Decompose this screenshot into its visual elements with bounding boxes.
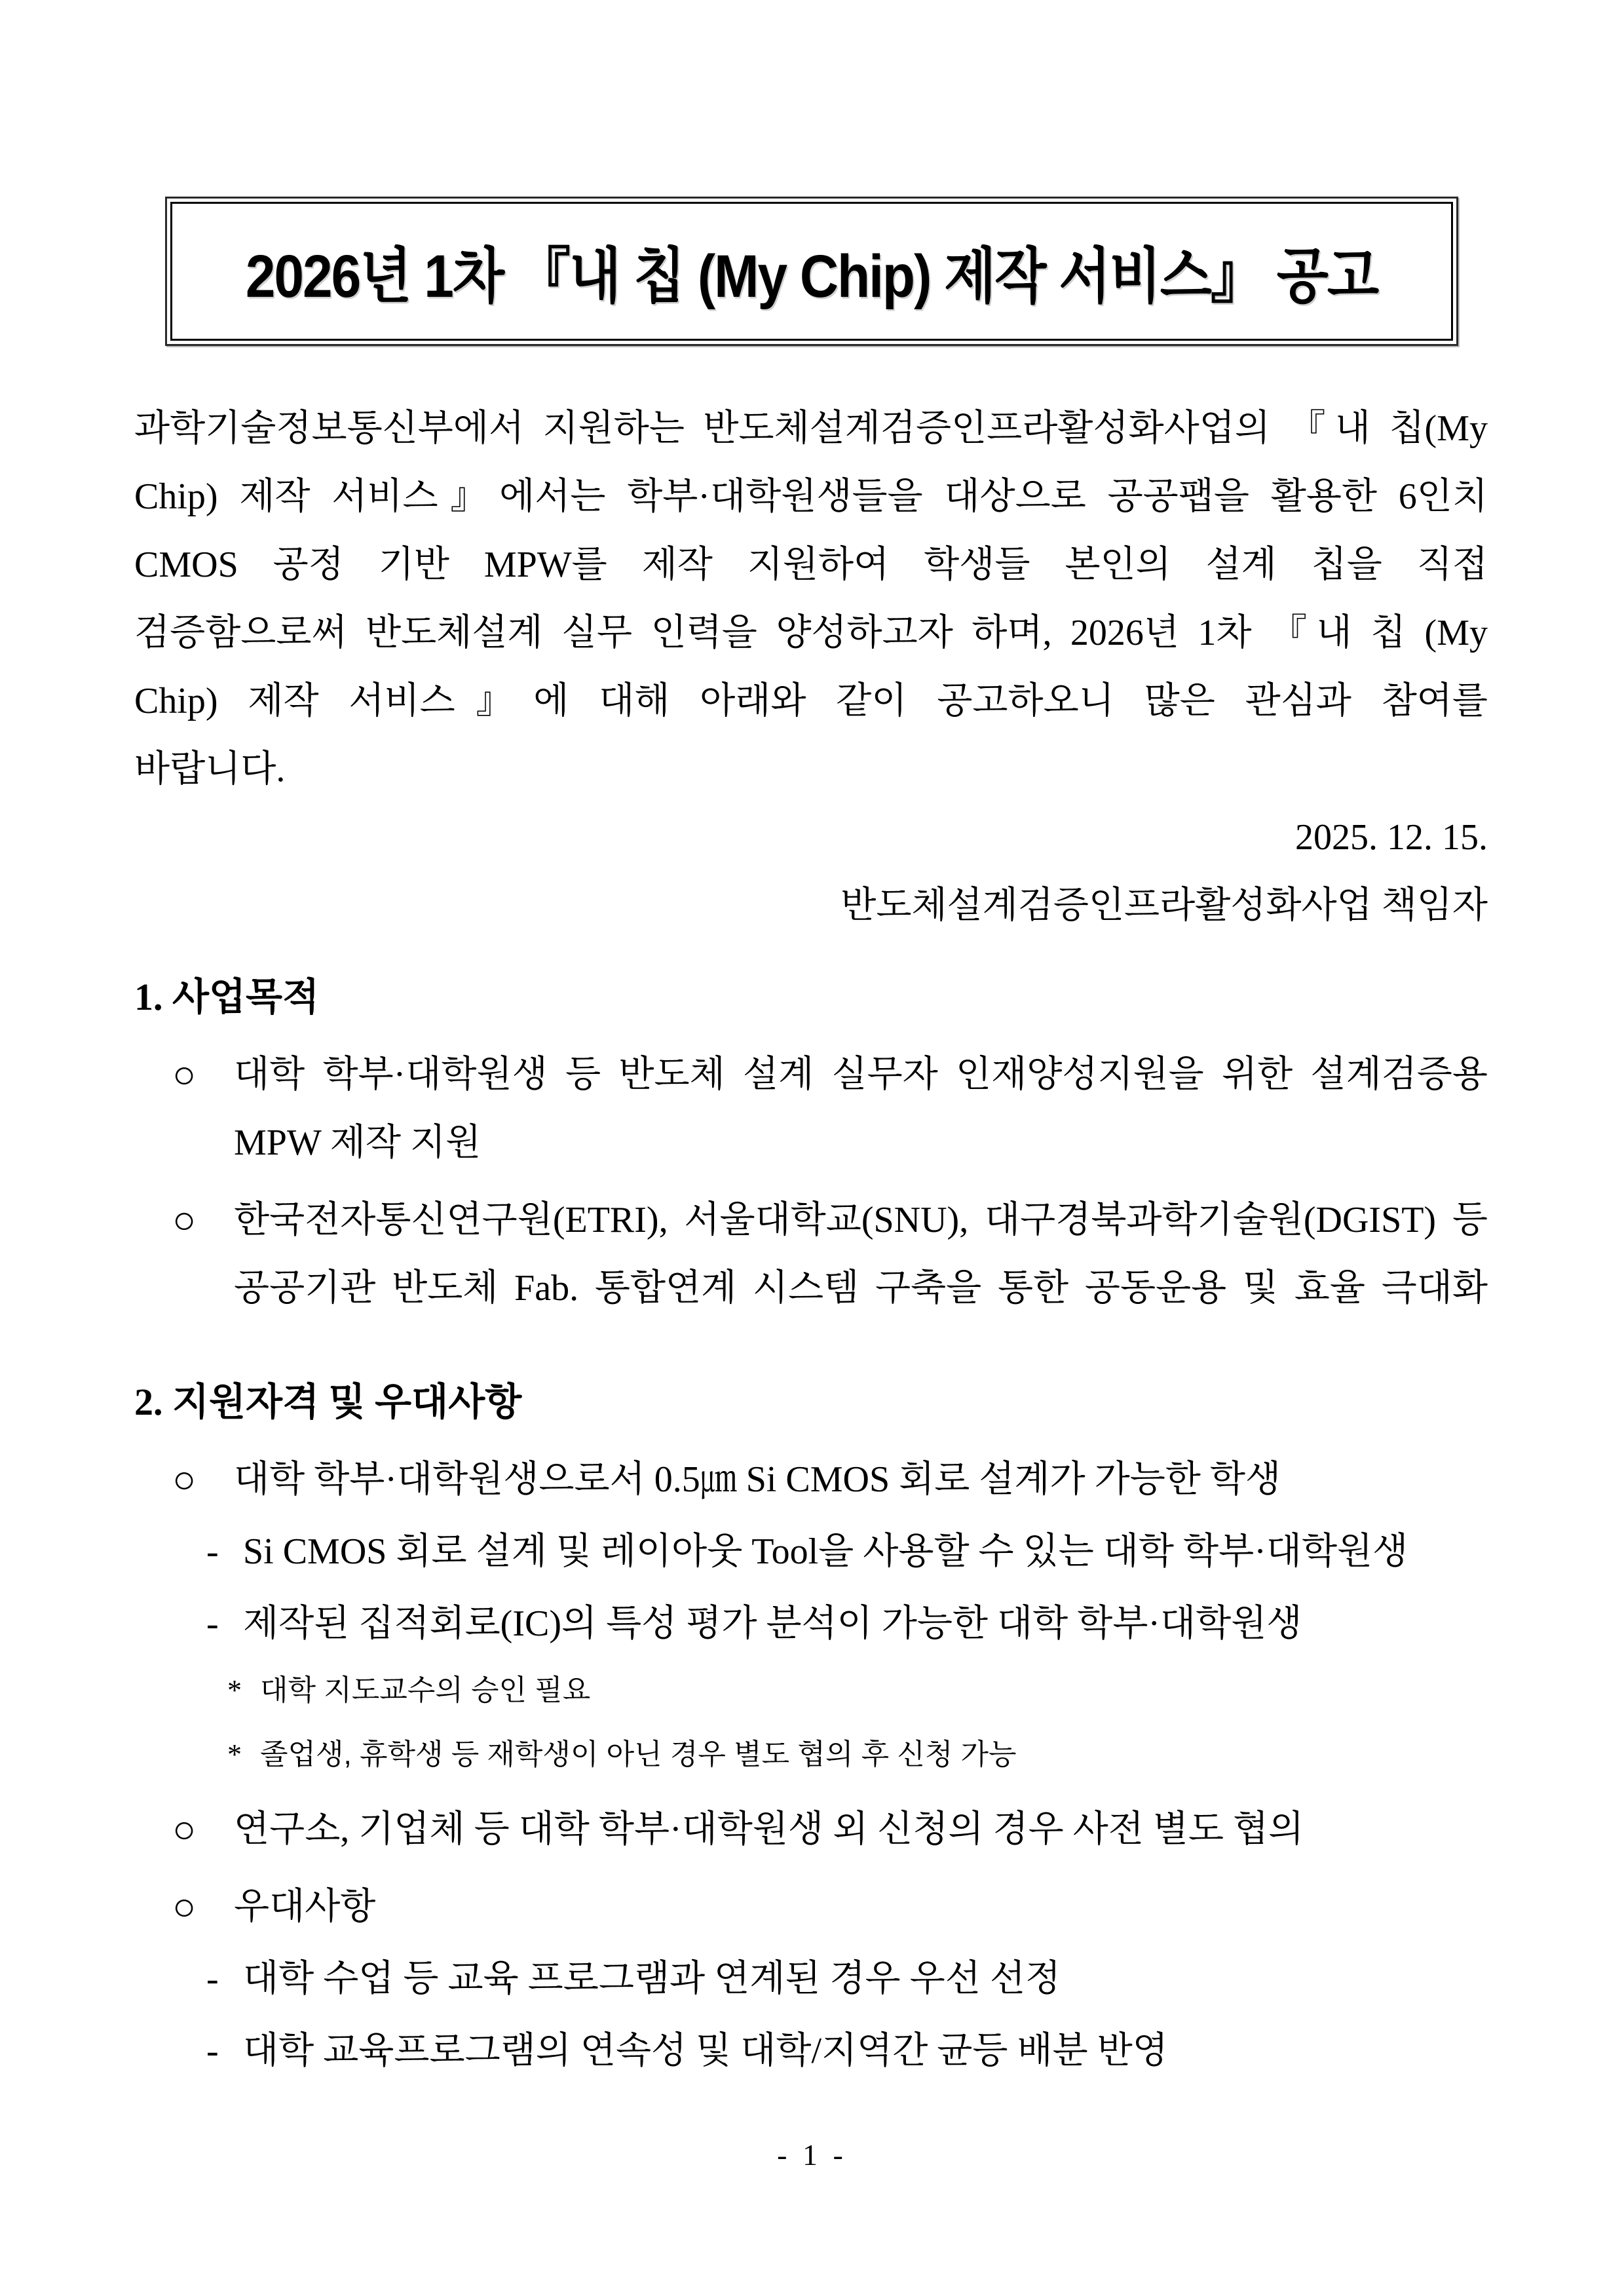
- date-line: 2025. 12. 15.: [1295, 817, 1488, 858]
- sub-list-item: [134, 1518, 1488, 1586]
- sub-list-item: [134, 1945, 1488, 2013]
- dash-bullet-icon: -: [206, 1959, 219, 1999]
- page-number: - 1 -: [777, 2138, 847, 2172]
- list-item: [134, 1186, 1488, 1254]
- note-item: [134, 1723, 1488, 1786]
- intro-paragraph: [134, 394, 1488, 803]
- dash-bullet-icon: -: [206, 2031, 219, 2071]
- asterisk-icon: *: [227, 1674, 242, 1706]
- list-item: [134, 1873, 1488, 1941]
- list-item-text: 대학 학부·대학원생으로서 0.5㎛ Si CMOS 회로 설계가 가능한 학생: [234, 1459, 1281, 1500]
- dash-bullet-icon: -: [206, 1531, 219, 1572]
- list-item: [134, 1795, 1488, 1864]
- list-item: [134, 1041, 1488, 1109]
- document-title: 2026년 1차 『내 칩 (My Chip) 제작 서비스』 공고: [245, 242, 1378, 310]
- sub-list-item: [134, 1590, 1488, 1658]
- section1-heading: 1. 사업목적: [134, 976, 320, 1018]
- list-item-text: Si CMOS 회로 설계 및 레이아웃 Tool을 사용할 수 있는 대학 학부·대학원생: [243, 1531, 1408, 1572]
- intro-line-2: Chip) 제작 서비스』에서는 학부·대학원생들을 대상으로 공공팹을 활용한 6인치: [134, 476, 1488, 517]
- note-text: 대학 지도교수의 승인 필요: [260, 1674, 591, 1706]
- list-item-text: 공공기관 반도체 Fab. 통합연계 시스템 구축을 통한 공동운용 및 효율 극대화: [234, 1268, 1488, 1309]
- circle-bullet-icon: ○: [172, 1458, 197, 1501]
- intro-line-6: 바랍니다.: [134, 749, 286, 790]
- list-item-text: 우대사항: [234, 1886, 376, 1927]
- circle-bullet-icon: ○: [172, 1198, 197, 1242]
- signer-line: 반도체설계검증인프라활성화사업 책임자: [840, 885, 1488, 926]
- note-item: [134, 1659, 1488, 1722]
- list-item-continuation: [134, 1254, 1488, 1322]
- title-box-inner-border: [170, 202, 1453, 341]
- asterisk-icon: *: [227, 1738, 242, 1770]
- document-body: [134, 393, 1488, 2085]
- intro-line-5: Chip) 제작 서비스』에 대해 아래와 같이 공고하오니 많은 관심과 참여를: [134, 681, 1488, 721]
- list-item-text: 대학 수업 등 교육 프로그램과 연계된 경우 우선 선정: [243, 1959, 1061, 1999]
- list-item: [134, 1445, 1488, 1514]
- list-item-text: 대학 교육프로그램의 연속성 및 대학/지역간 균등 배분 반영: [243, 2031, 1168, 2071]
- circle-bullet-icon: ○: [172, 1808, 197, 1851]
- circle-bullet-icon: ○: [172, 1885, 197, 1928]
- intro-line-3: CMOS 공정 기반 MPW를 제작 지원하여 학생들 본인의 설계 칩을 직접: [134, 545, 1488, 585]
- list-item-text: 제작된 집적회로(IC)의 특성 평가 분석이 가능한 대학 학부·대학원생: [243, 1603, 1302, 1644]
- title-box: [165, 197, 1458, 346]
- list-item-text: 대학 학부·대학원생 등 반도체 설계 실무자 인재양성지원을 위한 설계검증용: [234, 1054, 1488, 1095]
- dash-bullet-icon: -: [206, 1603, 219, 1644]
- list-item-continuation: [134, 1109, 1488, 1177]
- list-item-text: MPW 제작 지원: [234, 1122, 482, 1163]
- note-text: 졸업생, 휴학생 등 재학생이 아닌 경우 별도 협의 후 신청 가능: [260, 1738, 1017, 1770]
- list-item-text: 연구소, 기업체 등 대학 학부·대학원생 외 신청의 경우 사전 별도 협의: [234, 1809, 1304, 1850]
- sub-list-item: [134, 2017, 1488, 2085]
- intro-line-1: 과학기술정보통신부에서 지원하는 반도체설계검증인프라활성화사업의 『내 칩(My: [134, 408, 1488, 449]
- circle-bullet-icon: ○: [172, 1053, 197, 1096]
- intro-line-4: 검증함으로써 반도체설계 실무 인력을 양성하고자 하며, 2026년 1차 『내 칩 (My: [134, 613, 1488, 653]
- section2-heading: 2. 지원자격 및 우대사항: [134, 1381, 522, 1423]
- list-item-text: 한국전자통신연구원(ETRI), 서울대학교(SNU), 대구경북과학기술원(DGIST) 등: [234, 1200, 1488, 1240]
